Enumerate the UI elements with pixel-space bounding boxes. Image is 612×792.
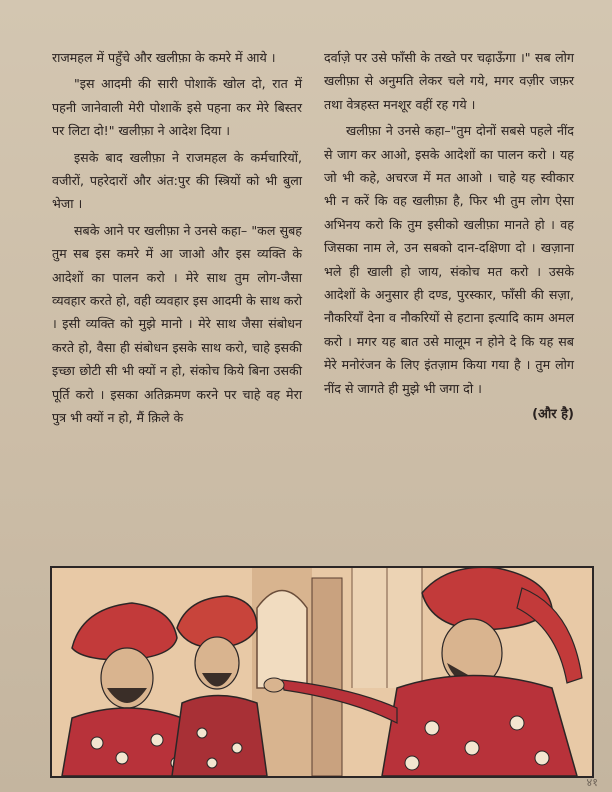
- continued-marker: (और है): [532, 407, 574, 423]
- paragraph: सबके आने पर खलीफ़ा ने उनसे कहा– "कल सुबह तुम सब इस कमरे में आ जाओ और इस व्यक्ति के आदेशों का पालन करो । मेरे साथ तुम लोग-जैसा व्यवहार करते हो, वही व्यवहार इस आदमी के साथ करो । इसी व्यक्ति को मुझे मानो । मेरे साथ जैसा संबोधन करते हो, वैसा ही संबोधन इसके साथ करो, चाहे इसकी इच्छा छोटी सी भी क्यों न हो, संकोच किये बिना उसकी पूर्ति करो । इसका अतिक्रमण करने पर चाहे वह मेरा पुत्र भी क्यों न हो, मैं क़िले के: [52, 222, 302, 426]
- paragraph: दर्वाज़े पर उसे फाँसी के तख्ते पर चढ़ाऊँगा ।" सब लोग खलीफ़ा से अनुमति लेकर चले गये, मगर वज़ीर जफ़र तथा वेत्रहस्त मनशूर वहीं रह गये ।: [324, 50, 574, 112]
- paragraph: "इस आदमी की सारी पोशाकें खोल दो, रात में पहनी जानेवाली मेरी पोशाकें इसे पहना कर मेरे बिस्तर पर लिटा दो!" खलीफ़ा ने आदेश दिया ।: [52, 76, 302, 139]
- left-column: [52, 46, 302, 433]
- paragraph: राजमहल में पहुँचे और खलीफ़ा के कमरे में आये ।: [52, 50, 276, 65]
- paragraph: इसके बाद खलीफ़ा ने राजमहल के कर्मचारियों, वजीरों, पहरेदारों और अंत:पुर की स्त्रियों को भी बुला भेजा ।: [52, 149, 302, 212]
- right-column: [324, 46, 574, 427]
- illustration-art: [52, 568, 592, 776]
- illustration: [50, 566, 594, 778]
- page-number: ४१: [586, 776, 598, 789]
- paragraph: खलीफ़ा ने उनसे कहा–"तुम दोनों सबसे पहले नींद से जाग कर आओ, इसके आदेशों का पालन करो । यह जो भी कहे, अचरज में मत आओ । चाहे यह स्वीकार भी न करें कि वह खलीफ़ा है, फिर भी तुम लोग ऐसा अभिनय करो कि तुम इसीको खलीफ़ा मानते हो । वह जिसका नाम ले, उन सबको दान-दक्षिणा दो । खज़ाना भले ही खाली हो जाय, संकोच मत करो । उसके आदेशों के अनुसार ही दण्ड, पुरस्कार, फाँसी की सज़ा, नौकरियाँ देना व नौकरियों से हटाना इत्यादि काम अमल करो । मगर यह बात उसे मालूम न होने दे कि यह सब मेरे मनोरंजन के लिए इंतज़ाम किया गया है । तुम लोग नींद से जागते ही मुझे भी जगा दो ।: [324, 123, 574, 396]
